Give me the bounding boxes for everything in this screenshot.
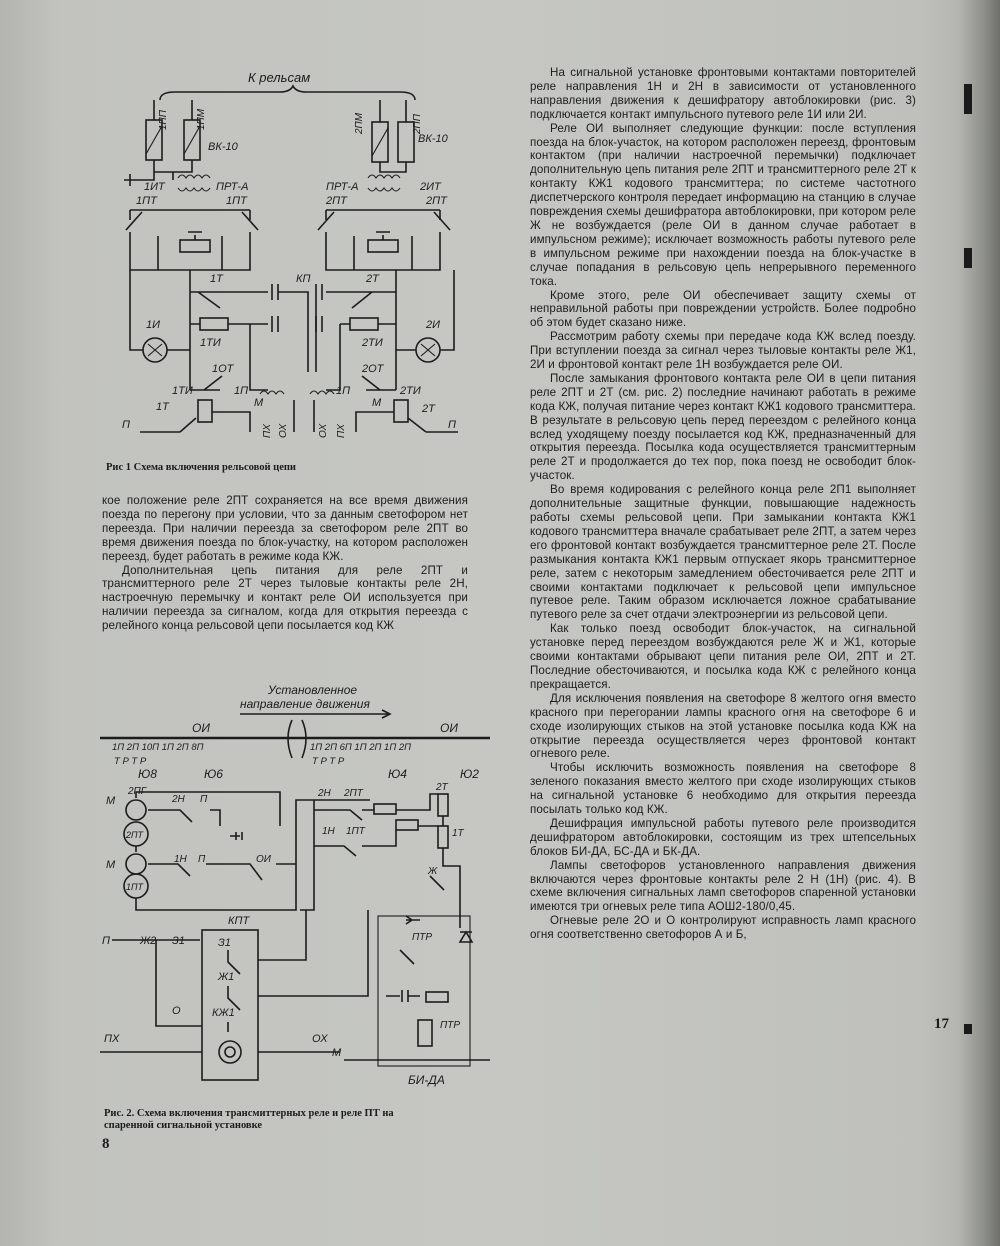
fig2-label: 2ПГ	[128, 786, 147, 797]
fig2-label: 2Н	[318, 788, 331, 799]
paragraph: Кроме этого, реле ОИ обеспечивает защиту схемы от неправильной работы при повреждении устройств. Более подробно об этом будет сказано ниже.	[530, 288, 916, 330]
fig2-label: ПХ	[104, 1033, 120, 1045]
paragraph: Дополнительная цепь питания для реле 2ПТ и трансмиттерного реле 2Т через тыловые контакты реле 2Н, настроечную перемычку и контакт реле ОИ используется при наличии переезда за сигналом, когда для открытия переезда с релейного конца рельсовой цепи посылается код КЖ	[102, 563, 468, 633]
fig2-label: З1	[172, 935, 185, 947]
figure-1-rail-circuit-diagram	[100, 60, 470, 455]
paragraph: На сигнальной установке фронтовыми контактами повторителей реле направления 1Н и 2Н в зависимости от установленного направления движения к дешифратору автоблокировки (рис. 3) подключается контакт импульсного путевого реле 1И или 2И.	[530, 66, 916, 121]
fig1-label: ПХ	[336, 424, 347, 438]
fig1-label: П	[448, 419, 456, 431]
fig2-label: Ж2	[140, 935, 157, 947]
fig1-label: К рельсам	[248, 70, 311, 85]
paragraph: Огневые реле 2О и О контролируют исправность ламп красного огня соответственно светофоров А и Б,	[530, 914, 916, 942]
fig1-label: М	[254, 397, 264, 409]
fig1-label: 2И	[426, 319, 440, 331]
fig1-label: 1Т	[210, 273, 223, 285]
fig2-label: П	[198, 854, 206, 865]
fig1-label: 1ПТ	[136, 195, 157, 207]
fig2-label: 1ПТ	[126, 882, 144, 892]
fig1-label: КП	[296, 273, 311, 285]
fig2-label: М	[106, 795, 116, 807]
fig1-label: 2Т	[422, 403, 435, 415]
fig2-label: ОИ	[192, 721, 210, 735]
fig2-label: Ю2	[460, 767, 479, 781]
fig1-label: П	[122, 419, 130, 431]
fig2-label: О	[172, 1005, 181, 1017]
figure-2-caption	[104, 1108, 484, 1132]
fig2-label: Ю4	[388, 767, 407, 781]
paragraph: После замыкания фронтового контакта реле ОИ в цепи питания реле 2ПТ и 2Т (см. рис. 2) последние начинают работать в режиме кода КЖ, получая питание через контакт КЖ1 кодового трансмиттера. В результате в рельсовую цепь перед переездом с релейного конца вслед уходящему поезду посылается код КЖ, предназначенный для открытия переезда. Посылка кода осуществляется трансмиттерным реле 2Т и продолжается до тех пор, пока поезд не освободит блок-участок.	[530, 371, 916, 483]
spine-mark	[964, 1024, 972, 1034]
fig1-label: 2ПТ	[326, 195, 347, 207]
paragraph: кое положение реле 2ПТ сохраняется на все время движения поезда по перегону при условии, что за данным светофором нет переезда. При наличии переезда за светофором реле 2ПТ во время движения поезда по блок-участку, на котором расположен переезд, будет работать в режиме кода КЖ.	[102, 494, 468, 563]
fig2-label: 2Т	[436, 782, 448, 793]
fig1-label: 2ТИ	[400, 385, 421, 397]
fig1-label: ПРТ-А	[326, 181, 359, 193]
fig2-label: 1П 2П 6П 1П 2П 1П 2П	[310, 742, 412, 753]
fig2-label: направление движения	[240, 697, 370, 711]
fig1-label: 2Т	[366, 273, 379, 285]
fig2-label: 1Т	[452, 828, 464, 839]
page-number-left: 8	[102, 1136, 110, 1152]
fig2-label: Ю6	[204, 767, 223, 781]
page-spine-shadow	[958, 0, 1000, 1246]
figure-1-caption: Рис 1 Схема включения рельсовой цепи	[106, 462, 296, 473]
fig2-label: БИ-ДА	[408, 1073, 445, 1087]
fig2-label: М	[106, 859, 116, 871]
fig2-label: 2ПТ	[126, 830, 144, 840]
fig2-label: П	[102, 935, 110, 947]
fig1-label: 1ПТ	[226, 195, 247, 207]
paragraph: Лампы светофоров установленного направления движения включаются через фронтовые контакты реле 2 Н (1Н) (рис. 4). В схеме включения сигнальных ламп светофоров спаренной установки имеются три огневых реле типа АОШ2-180/0,45.	[530, 858, 916, 914]
fig1-label: 1ТИ	[172, 385, 193, 397]
paragraph: Как только поезд освободит блок-участок, на сигнальной установке перед переездом возбуждаются реле Ж и Ж1, которые своими контактами обрывают цепи питания реле ОИ, 2ПТ и 2Т. Последние обесточиваются, и посылка кода КЖ с релейного конца прекращается.	[530, 622, 916, 691]
caption-line: Рис. 2. Схема включения трансмиттерных реле и реле ПТ на	[104, 1108, 394, 1119]
fig2-label: З1	[218, 937, 231, 949]
fig2-label: ОХ	[312, 1033, 328, 1045]
fig2-label: Ю8	[138, 767, 157, 781]
page-number-right: 17	[934, 1016, 949, 1032]
fig2-label: 1ПТ	[346, 826, 365, 837]
caption-line: спаренной сигнальной установке	[104, 1120, 263, 1131]
fig1-label: ОХ	[318, 423, 329, 438]
fig1-label: 2ОТ	[362, 363, 384, 375]
fig1-label: 1П	[336, 385, 351, 397]
fig2-label: Ж1	[218, 971, 235, 983]
fig2-label: П	[200, 794, 208, 805]
figure-2-transmitter-relay-diagram	[100, 680, 490, 1100]
fig1-label: 2ПМ	[354, 112, 365, 134]
fig2-label: Т Р Т Р	[114, 756, 147, 767]
fig1-label: 1ИТ	[144, 181, 165, 193]
fig1-label: ПРТ-А	[216, 181, 249, 193]
fig1-label: ПХ	[262, 424, 273, 438]
fig1-label: 1ПМ	[196, 108, 207, 130]
fig2-label: Установленное	[268, 683, 358, 697]
fig2-label: 2ПТ	[344, 788, 363, 799]
fig2-label: ОИ	[440, 721, 458, 735]
fig1-label: 1ТИ	[200, 337, 221, 349]
fig1-label: 2ПТ	[426, 195, 447, 207]
fig2-label: ОИ	[256, 854, 271, 865]
fig2-label: ПТР	[440, 1020, 461, 1031]
paragraph: Реле ОИ выполняет следующие функции: после вступления поезда на блок-участок, на котором расположен переезд, фронтовым контактом (при наличии настроечной перемычки) подключает дополнительную цепь питания реле 2ПТ и трансмиттерного реле 2Т к контакту КЖ1 кодового трансмиттера; по системе частотного диспетчерского контроля передает информацию на станцию в случае повреждения схемы дешифратора автоблокировки, при котором реле Ж не возбуждается (реле ОИ в данном случае работает в импульсном режиме); исключает возможность работы путевого реле в импульсном режиме при нахождении поезда на блок-участке в случае попадания в рельсовую цепь непрерывного переменного тока.	[530, 121, 916, 288]
fig1-label: 1Т	[156, 401, 169, 413]
fig2-label: 1Н	[174, 854, 187, 865]
spine-mark	[964, 248, 972, 268]
paragraph: Дешифрация импульсной работы путевого реле производится дешифратором автоблокировки, состоящим из трех штепсельных блоков БИ-ДА, БС-ДА и БК-ДА.	[530, 816, 916, 858]
fig2-label: КЖ1	[212, 1007, 235, 1019]
fig1-label: 1П	[234, 385, 249, 397]
paragraph: Чтобы исключить возможность появления на светофоре 8 зеленого показания вместо желтого при сходе изолирующих стыков на сигнальной установке 6 необходимо для открытия переезда посылать только код КЖ.	[530, 761, 916, 817]
fig2-label: КПТ	[228, 915, 250, 927]
paragraph: Рассмотрим работу схемы при передаче кода КЖ вслед поезду. При вступлении поезда за сигнал через тыловые контакты реле Ж1, 2И и фронтовой контакт реле 1Н возбуждается реле ОИ.	[530, 330, 916, 372]
fig1-label: 2ПП	[412, 113, 423, 134]
paragraph: Во время кодирования с релейного конца реле 2П1 выполняет дополнительные защитные функции, повышающие надежность работы схемы рельсовой цепи. При замыкании контакта КЖ1 кодового трансмиттера вначале срабатывает реле 2ПТ, а затем через его фронтовой контакт возбуждается трансмиттерное реле 2Т. После размыкания контакта КЖ1 первым отпускает якорь трансмиттерное реле, затем с некоторым замедлением обесточивается реле 2ПТ и своими контактами подключает к рельсовой цепи импульсное путевое реле. Таким образом исключается ложное срабатывание путевого реле за счет отдачи электроэнергии из рельсовой цепи.	[530, 483, 916, 622]
fig2-label: 1П 2П 10П 1П 2П 8П	[112, 742, 204, 753]
fig2-label: Ж	[428, 866, 438, 877]
fig1-label: ВК-10	[208, 141, 238, 153]
fig1-label: 1И	[146, 319, 160, 331]
fig1-label: 2ИТ	[420, 181, 441, 193]
fig2-label: ПТР	[412, 932, 433, 943]
fig2-label: 1Н	[322, 826, 335, 837]
fig1-label: ВК-10	[418, 133, 448, 145]
fig1-label: 2ТИ	[362, 337, 383, 349]
spine-mark	[964, 84, 972, 114]
fig1-label: 1ПП	[158, 109, 169, 130]
fig1-label: 1ОТ	[212, 363, 234, 375]
fig1-label: ОХ	[278, 423, 289, 438]
fig2-label: 2Н	[172, 794, 185, 805]
fig2-label: Т Р Т Р	[312, 756, 345, 767]
fig2-label: М	[332, 1047, 342, 1059]
paragraph: Для исключения появления на светофоре 8 желтого огня вместо красного при перегорании лампы красного огня на светофоре 6 и сходе изолирующих стыков на этой установке посылка кода КЖ на открытие переезда осуществляется через фронтовой контакт огневого реле.	[530, 691, 916, 761]
fig1-label: М	[372, 397, 382, 409]
left-column-text	[102, 494, 468, 633]
right-column-text	[530, 66, 916, 942]
